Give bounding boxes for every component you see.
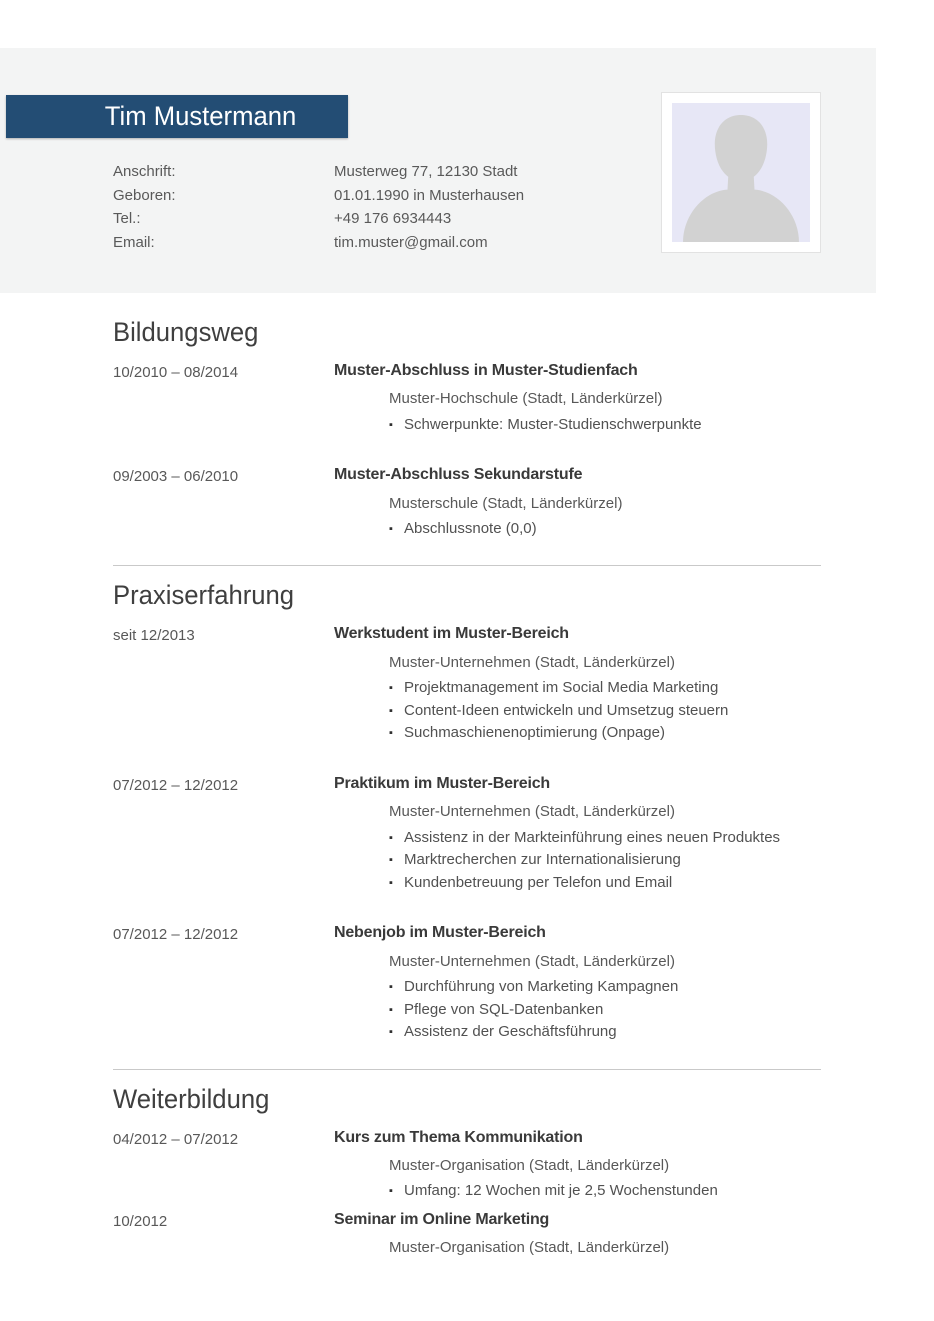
entry <box>113 924 821 1043</box>
entry-body <box>334 625 821 744</box>
entry-title: Muster-Abschluss Sekundarstufe <box>334 466 583 484</box>
entry-date: 07/2012 – 12/2012 <box>113 926 239 944</box>
entry-body <box>334 775 821 894</box>
entry-bullets <box>389 414 821 437</box>
entry-title: Nebenjob im Muster-Bereich <box>334 924 546 942</box>
entry-title: Seminar im Online Marketing <box>334 1210 550 1228</box>
entry <box>113 1211 821 1257</box>
contact-label: Anschrift: <box>113 163 176 180</box>
entry-bullets <box>389 518 821 541</box>
section-divider <box>113 1069 821 1070</box>
contact-label: Tel.: <box>113 210 141 228</box>
bullet-item: ▪ Suchmaschienenoptimierung (Onpage) <box>389 722 821 745</box>
entry-organization: Muster-Unternehmen (Stadt, Länderkürzel) <box>389 653 675 671</box>
entry-date: 09/2003 – 06/2010 <box>113 468 239 486</box>
entry-date: 04/2012 – 07/2012 <box>113 1130 239 1148</box>
entry-date: seit 12/2013 <box>113 627 195 645</box>
contact-row-phone <box>113 207 653 231</box>
contact-row-email <box>113 231 653 255</box>
bullet-item: ▪ Assistenz in der Markteinführung eines neuen Produktes <box>389 827 821 850</box>
contact-value: 01.01.1990 in Musterhausen <box>334 186 525 204</box>
section-bildungsweg <box>113 319 821 540</box>
entry-date: 10/2010 – 08/2014 <box>113 364 239 381</box>
profile-photo <box>661 92 821 253</box>
entry-body <box>334 924 821 1043</box>
bullet-item: ▪ Schwerpunkte: Muster-Studienschwerpunkte <box>389 414 821 437</box>
contact-value: +49 176 6934443 <box>334 210 452 228</box>
entry <box>113 775 821 894</box>
entry-title: Werkstudent im Muster-Bereich <box>334 625 569 643</box>
bullet-item: ▪ Abschlussnote (0,0) <box>389 518 821 541</box>
contact-value: tim.muster@gmail.com <box>334 233 488 251</box>
entry-organization: Muster-Unternehmen (Stadt, Länderkürzel) <box>389 803 675 821</box>
entry-body <box>334 1129 821 1203</box>
name-banner <box>6 95 348 138</box>
bullet-item: ▪ Projektmanagement im Social Media Marketing <box>389 677 821 700</box>
entry-organization: Muster-Organisation (Stadt, Länderkürzel) <box>389 1239 670 1257</box>
bullet-item: ▪ Pflege von SQL-Datenbanken <box>389 999 821 1022</box>
contact-row-address <box>113 160 653 184</box>
entry-bullets <box>389 677 821 745</box>
entry-organization: Muster-Hochschule (Stadt, Länderkürzel) <box>389 390 663 408</box>
bullet-item: ▪ Content-Ideen entwickeln und Umsetzug steuern <box>389 700 821 723</box>
entry-bullets <box>389 1180 821 1203</box>
entry-date: 07/2012 – 12/2012 <box>113 776 239 794</box>
section-title: Praxiserfahrung <box>113 580 295 611</box>
section-praxiserfahrung <box>113 582 821 1043</box>
entry-organization: Muster-Organisation (Stadt, Länderkürzel) <box>389 1157 670 1175</box>
bullet-item: ▪ Durchführung von Marketing Kampagnen <box>389 976 821 999</box>
contact-info <box>113 160 653 254</box>
entry-title: Praktikum im Muster-Bereich <box>334 774 551 792</box>
contact-row-birthdate <box>113 184 653 208</box>
section-title: Bildungsweg <box>113 317 259 347</box>
section-title: Weiterbildung <box>113 1083 270 1114</box>
cv-body <box>113 293 821 1257</box>
entry-body <box>334 362 821 436</box>
bullet-item: ▪ Marktrecherchen zur Internationalisierung <box>389 849 821 872</box>
entry-organization: Muster-Unternehmen (Stadt, Länderkürzel) <box>389 952 675 970</box>
entry <box>113 362 821 436</box>
entry-title: Kurs zum Thema Kommunikation <box>334 1128 583 1146</box>
contact-label: Geboren: <box>113 186 176 204</box>
entry-bullets <box>389 827 821 895</box>
entry-body <box>334 466 821 540</box>
bullet-item: ▪ Umfang: 12 Wochen mit je 2,5 Wochenstunden <box>389 1180 821 1203</box>
entry-title: Muster-Abschluss in Muster-Studienfach <box>334 362 638 379</box>
bullet-item: ▪ Kundenbetreuung per Telefon und Email <box>389 872 821 895</box>
bullet-item: ▪ Assistenz der Geschäftsführung <box>389 1021 821 1044</box>
entry-bullets <box>389 976 821 1044</box>
person-silhouette-icon <box>672 103 810 242</box>
entry-organization: Musterschule (Stadt, Länderkürzel) <box>389 494 623 512</box>
entry-date: 10/2012 <box>113 1212 168 1230</box>
contact-label: Email: <box>113 233 155 251</box>
entry <box>113 1129 821 1203</box>
entry-body <box>334 1211 821 1257</box>
entry <box>113 466 821 540</box>
entry <box>113 625 821 744</box>
contact-value: Musterweg 77, 12130 Stadt <box>334 163 518 180</box>
person-name: Tim Mustermann <box>104 101 297 131</box>
section-divider <box>113 565 821 566</box>
profile-photo-placeholder <box>672 103 810 242</box>
section-weiterbildung <box>113 1083 821 1257</box>
